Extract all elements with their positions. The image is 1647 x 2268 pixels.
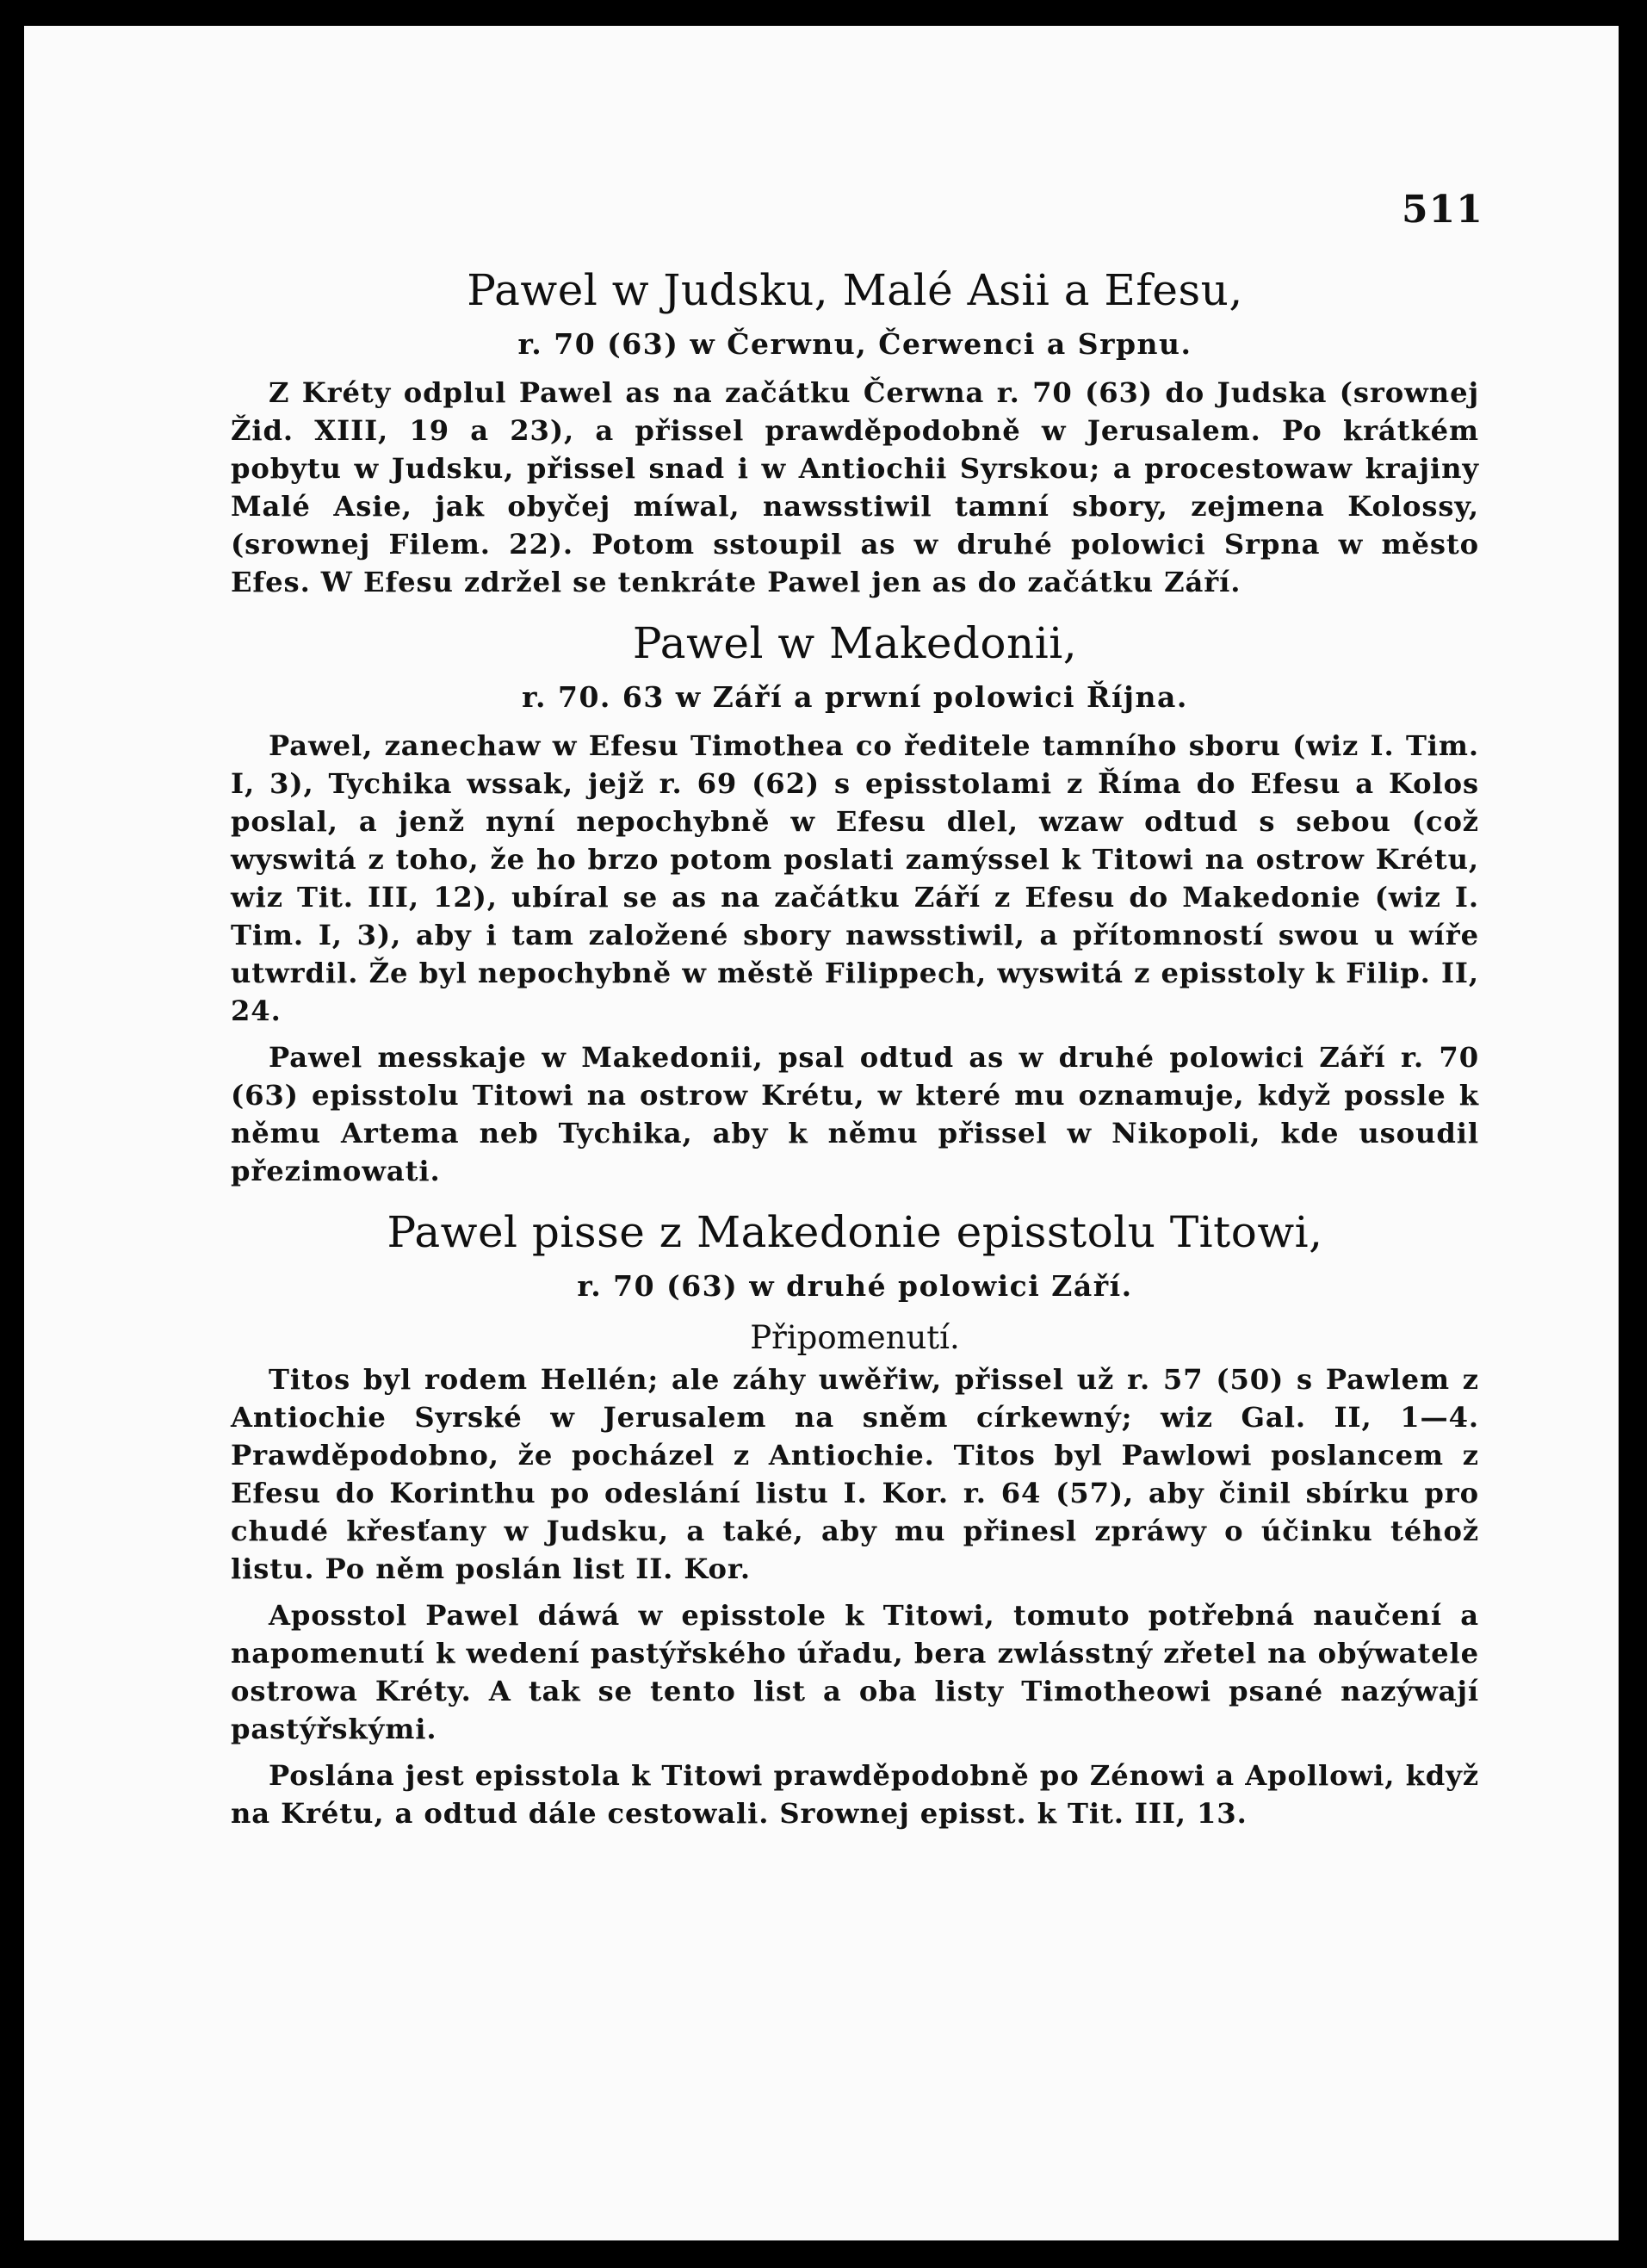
- paragraph: Poslána jest episstola k Titowi prawděpodobně po Zénowi a Apollowi, když na Krétu, a odtud dále cestowali. Srownej episst. k Tit. III, 13.: [231, 1759, 1479, 1830]
- note-heading: Připomenutí.: [750, 1319, 960, 1356]
- page-content: [231, 260, 1479, 1832]
- paragraph: Aposstol Pawel dáwá w episstole k Titowi, tomuto potřebná naučení a napomenutí k wedení pastýřského úřadu, bera zwlásstný zřetel na obýwatele ostrowa Kréty. A tak se tento list a oba listy Timotheowi psané nazýwají pastýřskými.: [231, 1599, 1479, 1745]
- paragraph: Z Kréty odplul Pawel as na začátku Čerwna r. 70 (63) do Judska (srownej Žid. XIII, 19 a 23), a přissel prawděpodobně w Jerusalem. Po krátkém pobytu w Judsku, přissel snad i w Antiochii Syrskou; a procestowaw krajiny Malé Asie, jak obyčej míwal, nawsstiwil tamní sbory, zejmena Kolossy, (srownej Filem. 22). Potom sstoupil as w druhé polowici Srpna w město Efes. W Efesu zdržel se tenkráte Pawel jen as do začátku Září.: [231, 376, 1479, 598]
- section-subtitle: r. 70 (63) w Čerwnu, Čerwenci a Srpnu.: [517, 327, 1192, 361]
- paragraph: Pawel, zanechaw w Efesu Timothea co ředitele tamního sboru (wiz I. Tim. I, 3), Tychika wssak, jejž r. 69 (62) s episstolami z Říma do Efesu a Kolos poslal, a jenž nyní nepochybně w Efesu dlel, wzaw odtud s sebou (což wyswitá z toho, že ho brzo potom poslati zamýssel k Titowi na ostrow Krétu, wiz Tit. III, 12), ubíral se as na začátku Září z Efesu do Makedonie (wiz I. Tim. I, 3), aby i tam založené sbory nawsstiwil, a přítomností swou u wíře utwrdil. Že byl nepochybně w městě Filippech, wyswitá z episstoly k Filip. II, 24.: [231, 729, 1479, 1027]
- section-title: Pawel w Makedonii,: [632, 618, 1078, 668]
- paragraph: Titos byl rodem Hellén; ale záhy uwěřiw, přissel už r. 57 (50) s Pawlem z Antiochie Syrské w Jerusalem na sněm církewný; wiz Gal. II, 1—4. Prawděpodobno, že pocházel z Antiochie. Titos byl Pawlowi poslancem z Efesu do Korinthu po odeslání listu I. Kor. r. 64 (57), aby činil sbírku pro chudé křesťany w Judsku, a také, aby mu přinesl zpráwy o účinku téhož listu. Po něm poslán list II. Kor.: [231, 1363, 1479, 1585]
- section-pawel-makedonie: [231, 613, 1479, 1190]
- page-number: 511: [1402, 188, 1483, 232]
- section-episstola-titowi: [231, 1202, 1479, 1832]
- section-title: Pawel pisse z Makedonie episstolu Titowi,: [387, 1207, 1323, 1257]
- section-subtitle: r. 70 (63) w druhé polowici Září.: [577, 1269, 1133, 1303]
- paragraph: Pawel messkaje w Makedonii, psal odtud as w druhé polowici Září r. 70 (63) episstolu Titowi na ostrow Krétu, w které mu oznamuje, když possle k němu Artema neb Tychika, aby k němu přissel w Nikopoli, kde usoudil přezimowati.: [231, 1041, 1479, 1187]
- section-pawel-judsko: [231, 260, 1479, 601]
- book-page: [24, 26, 1619, 2240]
- section-subtitle: r. 70. 63 w Září a prwní polowici Října.: [522, 680, 1188, 714]
- section-title: Pawel w Judsku, Malé Asii a Efesu,: [467, 265, 1243, 315]
